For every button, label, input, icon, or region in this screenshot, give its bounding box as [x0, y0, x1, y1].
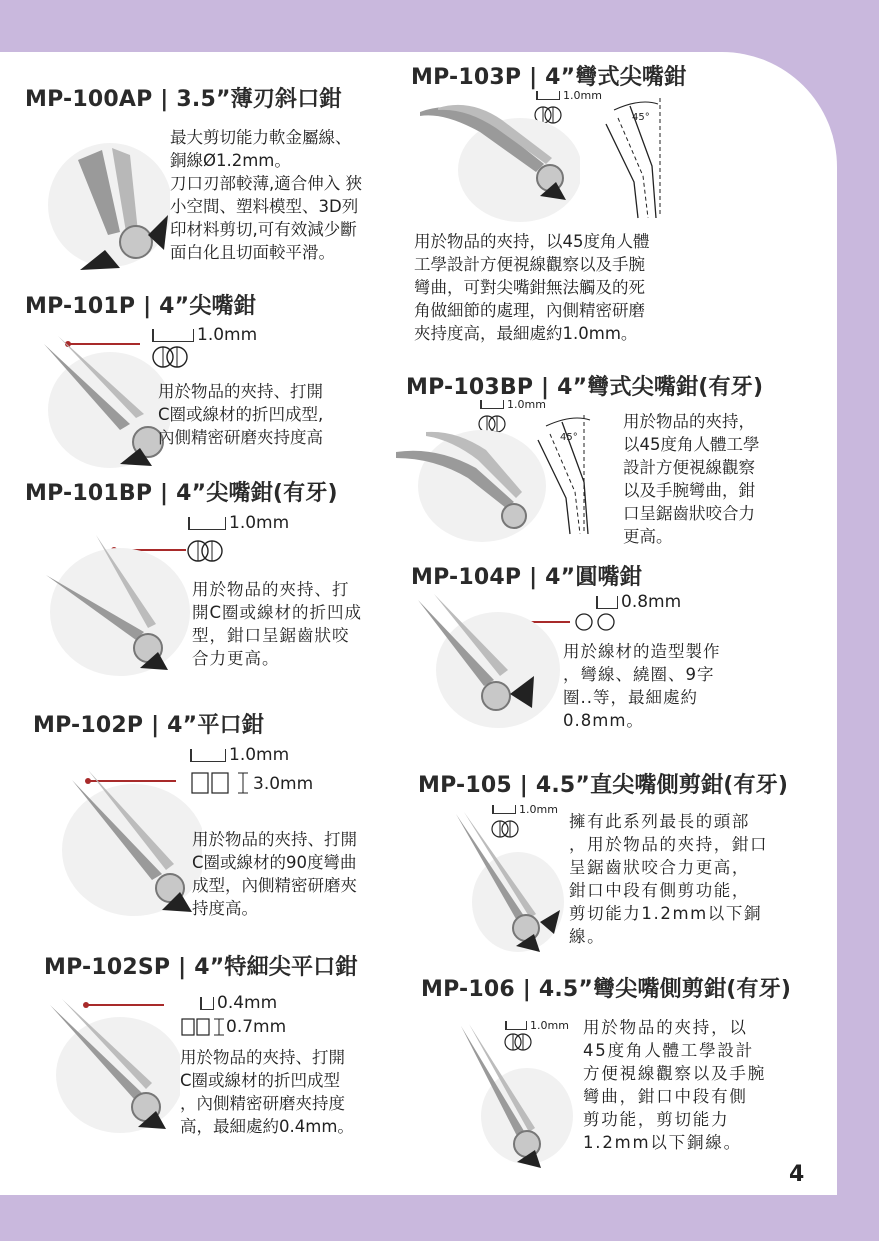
dimension-value: 1.0mm — [563, 89, 602, 102]
dimension-value: 1.0mm — [229, 745, 290, 765]
tip-width-dimension — [596, 592, 681, 612]
product-photo-mp104p — [414, 590, 564, 740]
round-tip-profile-icon — [186, 537, 224, 565]
dimension-value: 1.0mm — [519, 803, 558, 816]
tip-width-dimension — [200, 993, 277, 1013]
product-title-mp103bp: MP-103BP | 4”彎式尖嘴鉗(有牙) — [406, 375, 764, 400]
dimension-value: 0.8mm — [621, 592, 682, 612]
dimension-value: 1.0mm — [197, 325, 258, 345]
tip-width-dimension — [188, 513, 289, 533]
product-title-mp100ap: MP-100AP | 3.5”薄刃斜口鉗 — [25, 87, 342, 112]
dimension-value: 0.7mm — [226, 1017, 287, 1037]
product-desc-mp100ap: 最大剪切能力軟金屬線、 銅線Ø1.2mm。 刀口刃部較薄,適合伸入 狹 小空間、塑料模型、3D列 印材料剪切,可有效減少斷 面白化且切面較平滑。 — [170, 128, 362, 262]
product-photo-mp101p — [40, 330, 170, 470]
product-title-mp106: MP-106 | 4.5”彎尖嘴側剪鉗(有牙) — [421, 977, 792, 1002]
dimension-value: 3.0mm — [253, 774, 314, 794]
product-desc-mp106: 用於物品的夾持，以 45度角人體工學設計 方便視線觀察以及手腕 彎曲，鉗口中段有側 剪功能，剪切能力 1.2mm以下銅線。 — [583, 1018, 766, 1152]
tip-height-dimension — [226, 1017, 286, 1037]
product-title-mp105: MP-105 | 4.5”直尖嘴側剪鉗(有牙) — [418, 773, 789, 798]
product-desc-mp102p: 用於物品的夾持、打開 C圈或線材的90度彎曲 成型，內側精密研磨夾 持度高。 — [192, 830, 357, 918]
product-desc-mp101p: 用於物品的夾持、打開 C圈或線材的折凹成型, 內側精密研磨夾持度高 — [158, 382, 324, 447]
product-title-mp103p: MP-103P | 4”彎式尖嘴鉗 — [411, 65, 687, 90]
product-photo-mp103bp — [396, 420, 546, 545]
product-photo-mp103p — [420, 100, 580, 225]
product-photo-mp106 — [455, 1020, 575, 1170]
angle-label: 45° — [632, 112, 650, 123]
product-title-mp102sp: MP-102SP | 4”特細尖平口鉗 — [44, 955, 358, 980]
product-photo-mp105 — [448, 810, 568, 960]
product-title-mp101bp: MP-101BP | 4”尖嘴鉗(有牙) — [25, 481, 338, 506]
product-photo-mp102sp — [40, 995, 180, 1135]
dimension-value: 1.0mm — [530, 1019, 569, 1032]
dimension-value: 0.4mm — [217, 993, 278, 1013]
bent-tip-angle-diagram — [600, 96, 670, 221]
dimension-value: 1.0mm — [229, 513, 290, 533]
product-desc-mp101bp: 用於物品的夾持、打 開C圈或線材的折凹成 型，鉗口呈鋸齒狀咬 合力更高。 — [192, 580, 363, 668]
product-desc-mp104p: 用於線材的造型製作 ，彎線、繞圈、9字 圈..等，最細處約 0.8mm。 — [563, 642, 721, 730]
product-desc-mp103bp: 用於物品的夾持， 以45度角人體工學 設計方便視線觀察 以及手腕彎曲，鉗 口呈鋸齒狀咬合力 更高。 — [623, 412, 760, 546]
dimension-value: 1.0mm — [507, 398, 546, 411]
round-nose-profile-icon — [572, 611, 628, 633]
page-number: 4 — [789, 1162, 805, 1187]
product-photo-mp102p — [52, 760, 202, 920]
product-title-mp102p: MP-102P | 4”平口鉗 — [33, 713, 264, 738]
product-desc-mp102sp: 用於物品的夾持、打開 C圈或線材的折凹成型 ，內側精密研磨夾持度 高，最細處約0.4mm。 — [180, 1048, 354, 1136]
product-photo-mp100ap — [40, 120, 170, 270]
tip-width-dimension — [190, 745, 289, 765]
product-desc-mp105: 擁有此系列最長的頭部 ，用於物品的夾持，鉗口 呈鋸齒狀咬合力更高， 鉗口中段有側剪功能， 剪切能力1.2mm以下銅 線。 — [569, 812, 769, 946]
angle-label: 45° — [560, 432, 578, 443]
product-title-mp101p: MP-101P | 4”尖嘴鉗 — [25, 294, 256, 319]
tip-width-dimension — [480, 398, 546, 411]
tip-height-dimension — [253, 774, 313, 794]
product-title-mp104p: MP-104P | 4”圓嘴鉗 — [411, 565, 642, 590]
product-photo-mp101bp — [40, 520, 190, 680]
product-desc-mp103p: 用於物品的夾持，以45度角人體 工學設計方便視線觀察以及手腕 彎曲，可對尖嘴鉗無法觸及的死 角做細節的處理，內側精密研磨 夾持度高，最細處約1.0mm。 — [414, 232, 650, 343]
